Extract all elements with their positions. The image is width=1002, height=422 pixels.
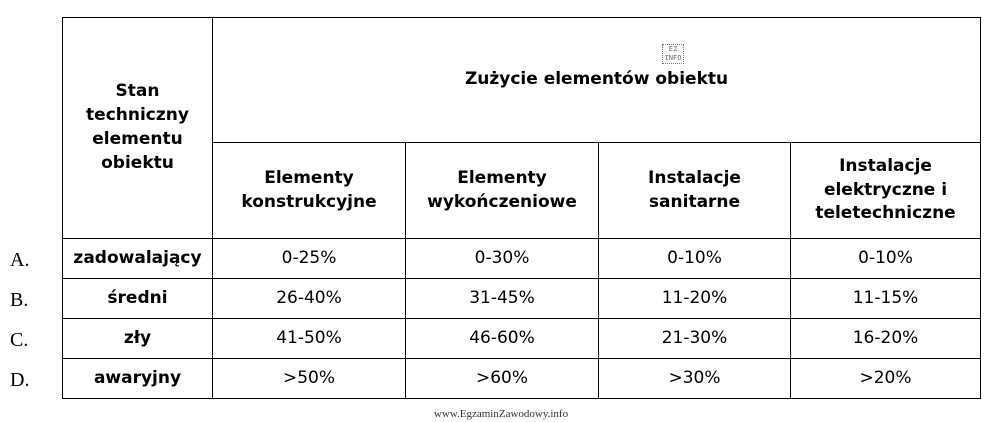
answer-letter-b: B.	[10, 289, 29, 311]
value-cell: 41-50%	[213, 319, 406, 359]
value-cell: 0-10%	[599, 239, 791, 279]
column-header-structural: Elementy konstrukcyjne	[213, 143, 406, 239]
state-cell: awaryjny	[63, 359, 213, 399]
wear-table	[62, 17, 981, 399]
answer-letter-c: C.	[10, 329, 29, 351]
table-row	[63, 319, 981, 359]
value-cell: 31-45%	[406, 279, 599, 319]
table-row	[63, 239, 981, 279]
value-cell: 21-30%	[599, 319, 791, 359]
value-cell: 16-20%	[791, 319, 981, 359]
state-cell: zadowalający	[63, 239, 213, 279]
value-cell: >30%	[599, 359, 791, 399]
column-header-finishing: Elementy wykończeniowe	[406, 143, 599, 239]
answer-letter-d: D.	[10, 369, 30, 391]
value-cell: 11-20%	[599, 279, 791, 319]
value-cell: 11-15%	[791, 279, 981, 319]
watermark-logo: EZ INFO	[662, 44, 684, 64]
answer-letter-a: A.	[10, 249, 30, 271]
state-cell: średni	[63, 279, 213, 319]
column-header-sanitary: Instalacje sanitarne	[599, 143, 791, 239]
source-footer: www.EgzaminZawodowy.info	[433, 408, 569, 420]
column-header-electrical: Instalacje elektryczne i teletechniczne	[791, 143, 981, 239]
value-cell: >50%	[213, 359, 406, 399]
value-cell: >20%	[791, 359, 981, 399]
table-row	[63, 359, 981, 399]
value-cell: 0-25%	[213, 239, 406, 279]
value-cell: 0-30%	[406, 239, 599, 279]
value-cell: 0-10%	[791, 239, 981, 279]
value-cell: 26-40%	[213, 279, 406, 319]
table-row	[63, 279, 981, 319]
value-cell: >60%	[406, 359, 599, 399]
value-cell: 46-60%	[406, 319, 599, 359]
state-column-header: Stan techniczny elementu obiektu	[63, 18, 213, 239]
wear-group-header: Zużycie elementów obiektu	[213, 18, 981, 143]
state-cell: zły	[63, 319, 213, 359]
